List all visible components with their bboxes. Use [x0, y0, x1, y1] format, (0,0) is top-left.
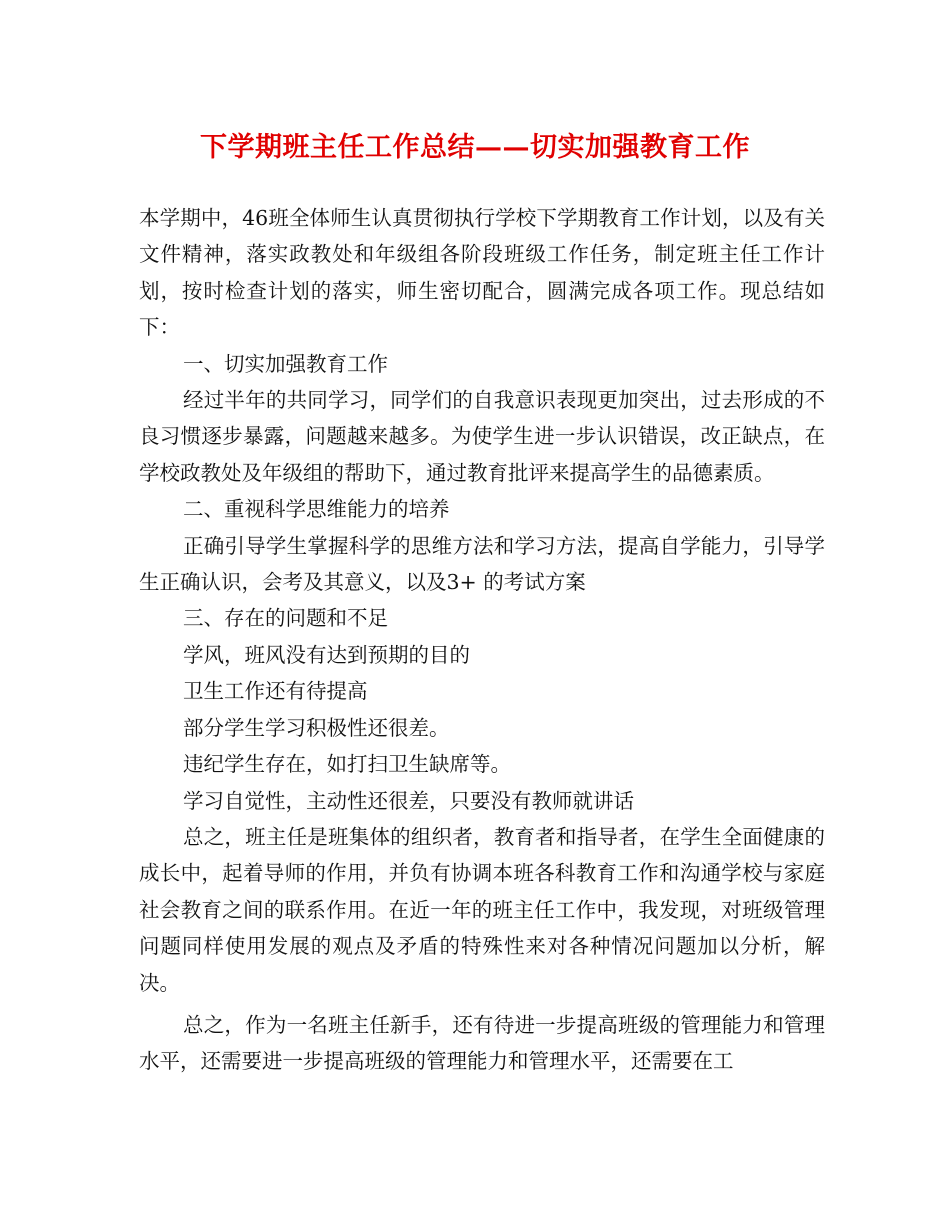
list-item: 部分学生学习积极性还很差。 — [183, 715, 450, 740]
list-item: 违纪学生存在，如打扫卫生缺席等。 — [183, 752, 511, 777]
paragraph-section-1: 经过半年的共同学习，同学们的自我意识表现更加突出，过去形成的不良习惯逐步暴露，问题越来越多。为使学生进一步认识错误，改正缺点，在学校政教处及年级组的帮助下，通过教育批评来提高学生的品德素质。 — [139, 388, 825, 485]
paragraph-conclusion-1: 总之，班主任是班集体的组织者，教育者和指导者，在学生全面健康的成长中，起着导师的作用，并负有协调本班各科教育工作和沟通学校与家庭社会教育之间的联系作用。在近一年的班主任工作中，我发现，对班级管理问题同样使用发展的观点及矛盾的特殊性来对各种情况问题加以分析，解决。 — [139, 824, 825, 995]
document-title: 下学期班主任工作总结——切实加强教育工作 — [200, 132, 750, 163]
paragraph-conclusion-2: 总之，作为一名班主任新手，还有待进一步提高班级的管理能力和管理水平，还需要进一步提高班级的管理能力和管理水平，还需要在工 — [139, 1012, 825, 1074]
heading-section-3: 三、存在的问题和不足 — [183, 606, 388, 631]
heading-section-2: 二、重视科学思维能力的培养 — [183, 497, 450, 522]
heading-section-1: 一、切实加强教育工作 — [183, 351, 388, 376]
paragraph-intro: 本学期中，46班全体师生认真贯彻执行学校下学期教育工作计划，以及有关文件精神，落实政教处和年级组各阶段班级工作任务，制定班主任工作计划，按时检查计划的落实，师生密切配合，圆满完成各项工作。现总结如下： — [139, 206, 825, 340]
document-body — [139, 200, 825, 1080]
paragraph-section-2: 正确引导学生掌握科学的思维方法和学习方法，提高自学能力，引导学生正确认识，会考及其意义，以及3+ 的考试方案 — [139, 533, 825, 595]
list-item: 卫生工作还有待提高 — [183, 679, 368, 704]
list-item: 学风，班风没有达到预期的目的 — [183, 642, 470, 667]
list-item: 学习自觉性，主动性还很差，只要没有教师就讲话 — [183, 788, 634, 813]
